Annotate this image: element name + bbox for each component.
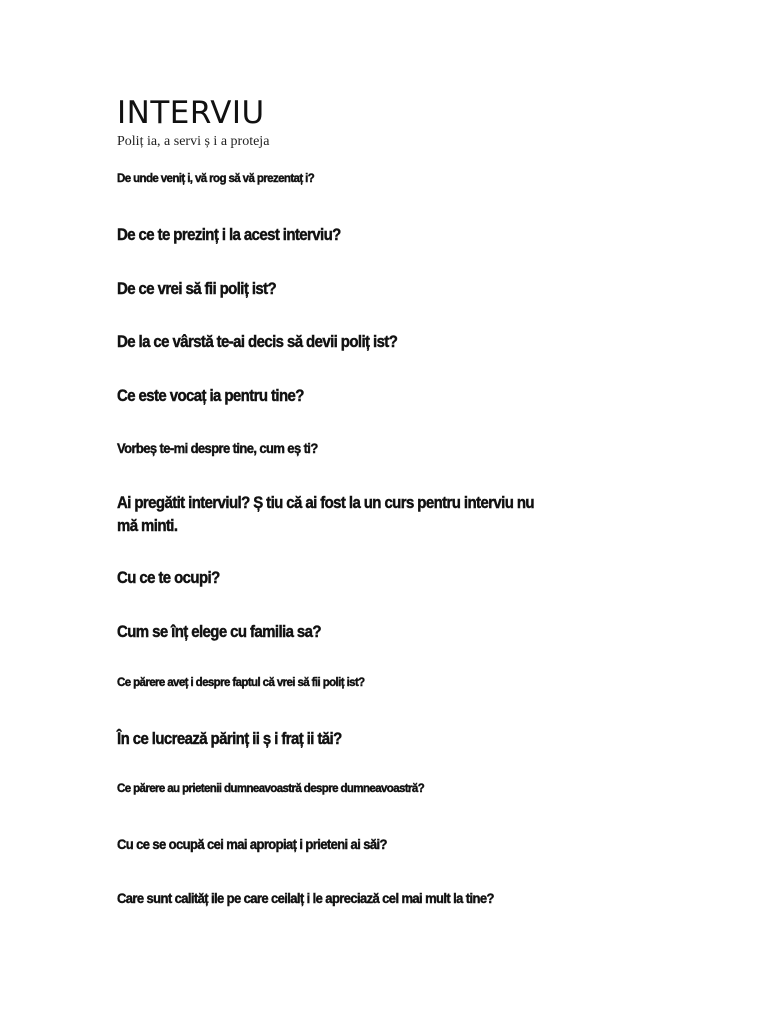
question-13: Cu ce se ocupă cei mai apropiaț i prieteni ai săi? — [117, 836, 387, 853]
question-7: Ai pregătit interviul? Ș tiu că ai fost la un curs pentru interviu nu mă minti. — [117, 494, 534, 536]
question-10: Ce părere aveț i despre faptul că vrei să fii poliț ist? — [117, 676, 365, 690]
question-8: Cu ce te ocupi? — [117, 569, 220, 588]
question-9: Cum se înț elege cu familia sa? — [117, 623, 321, 642]
question-4: De la ce vârstă te-ai decis să devii poliț ist? — [117, 333, 398, 352]
question-1: De unde veniț i, vă rog să vă prezentaț i? — [117, 172, 315, 186]
document-subtitle: Poliț ia, a servi ș i a proteja — [117, 134, 270, 149]
question-12: Ce părere au prietenii dumneavoastră despre dumneavoastră? — [117, 782, 425, 796]
question-11: În ce lucrează părinț ii ș i fraț ii tăi? — [117, 730, 342, 749]
question-5: Ce este vocaț ia pentru tine? — [117, 387, 304, 406]
question-14: Care sunt calităț ile pe care ceilalț i le apreciază cel mai mult la tine? — [117, 890, 494, 907]
question-2: De ce te prezinț i la acest interviu? — [117, 226, 341, 245]
document-title: INTERVIU — [117, 95, 265, 131]
question-6: Vorbeș te-mi despre tine, cum eș ti? — [117, 440, 318, 457]
question-3: De ce vrei să fii poliț ist? — [117, 280, 277, 299]
